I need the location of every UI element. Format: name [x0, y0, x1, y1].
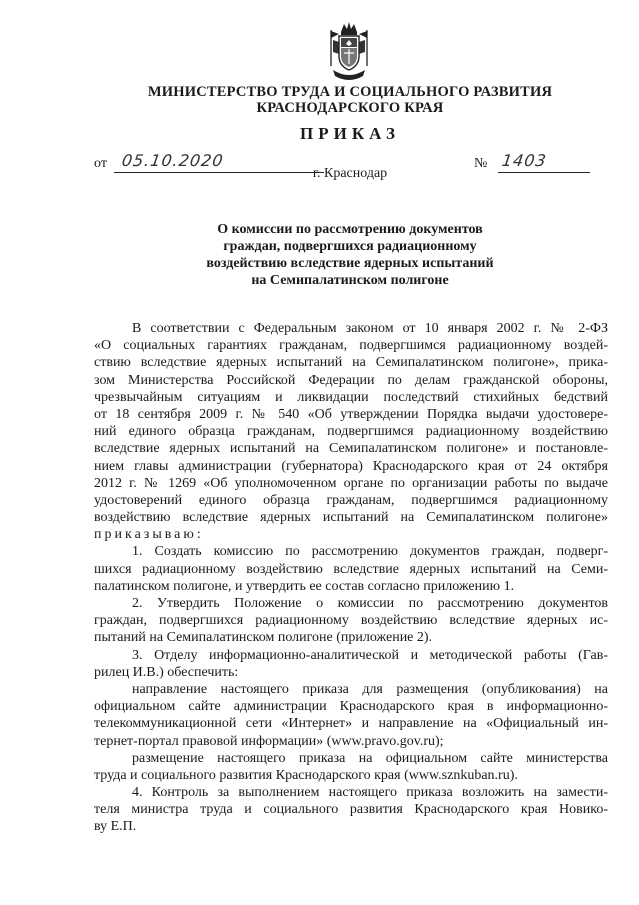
- body-line: чрезвычайным ситуациям и ликвидации последствий стихийных бедствий: [94, 389, 608, 405]
- body-line: рилец И.В.) обеспечить:: [94, 664, 239, 680]
- body-line: 3. Отделу информационно-аналитической и методической работы (Гав-: [132, 647, 608, 663]
- body-line: ву Е.П.: [94, 819, 137, 835]
- order-number: 1403: [500, 151, 549, 170]
- document-body: [94, 320, 608, 836]
- body-line: тернет-портал правовой информации» (www.pravo.gov.ru);: [94, 733, 444, 749]
- title-line: воздействию вследствие ядерных испытаний: [206, 256, 494, 271]
- body-line: 4. Контроль за выполнением настоящего приказа возложить на замести-: [132, 785, 608, 801]
- body-line: 2. Утвердить Положение о комиссии по рассмотрению документов: [132, 596, 608, 611]
- body-line: воздействию вследствие ядерных испытаний на Семипалатинском полигоне»: [94, 510, 608, 526]
- city: г. Краснодар: [312, 166, 388, 181]
- body-line: зом Министерства Российской Федерации по делам гражданской обороны,: [94, 372, 608, 388]
- body-line: ний единого образца гражданам, подвергшимся радиационному воздействию: [94, 424, 608, 440]
- body-line-order-word: приказываю:: [94, 527, 204, 543]
- body-line: труда и социального развития Краснодарского края (www.sznkuban.ru).: [94, 767, 518, 783]
- body-line: В соответствии с Федеральным законом от 10 января 2002 г. № 2-ФЗ: [132, 321, 608, 336]
- body-line: телекоммуникационной сети «Интернет» и направление на «Официальный ин-: [94, 716, 608, 732]
- body-line: шихся радиационному воздействию вследствие ядерных испытаний на Семи-: [94, 561, 608, 577]
- body-line: 1. Создать комиссию по рассмотрению документов граждан, подверг-: [132, 544, 608, 560]
- date-prefix: от: [94, 156, 107, 171]
- title-line: граждан, подвергшихся радиационному: [223, 239, 477, 254]
- order-date: 05.10.2020: [120, 151, 225, 170]
- body-line: ствию вследствие ядерных испытаний на Семипалатинском полигоне», прика-: [94, 355, 608, 371]
- body-line: нием главы администрации (губернатора) Краснодарского края от 24 октября: [94, 458, 608, 474]
- body-line: пытаний на Семипалатинском полигоне (приложение 2).: [94, 630, 433, 646]
- body-line: официальном сайте администрации Краснодарского края в информационно-: [94, 699, 608, 715]
- ministry-name-line1: МИНИСТЕРСТВО ТРУДА И СОЦИАЛЬНОГО РАЗВИТИЯ: [147, 84, 553, 100]
- coat-of-arms-icon: [327, 20, 371, 84]
- body-line: 2012 г. № 1269 «Об уполномоченном органе по организации работы по выдаче: [94, 475, 608, 491]
- body-line: граждан, подвергшихся радиационному воздействию вследствие ядерных ис-: [94, 613, 608, 629]
- body-line: теля министра труда и социального развития Краснодарского края Новико-: [94, 802, 608, 818]
- body-line: удостоверений единого образца гражданам, подвергшимся радиационному: [94, 492, 608, 508]
- body-line: «О социальных гарантиях гражданам, подвергшимся радиационному воздей-: [94, 338, 608, 354]
- document-title: [150, 221, 550, 289]
- title-line: на Семипалатинском полигоне: [251, 273, 449, 288]
- order-title: ПРИКАЗ: [300, 124, 400, 143]
- body-line: направление настоящего приказа для размещения (опубликования) на: [132, 681, 608, 697]
- body-line: размещение настоящего приказа на официальном сайте министерства: [132, 750, 608, 766]
- title-line: О комиссии по рассмотрению документов: [217, 222, 483, 237]
- ministry-name-line2: КРАСНОДАРСКОГО КРАЯ: [256, 100, 444, 116]
- body-line: вследствие ядерных испытаний на Семипалатинском полигоне» и постановле-: [94, 441, 608, 457]
- number-prefix: №: [474, 156, 488, 171]
- body-line: палатинском полигоне, и утвердить ее состав согласно приложению 1.: [94, 578, 515, 594]
- body-line: от 18 сентября 2009 г. № 540 «Об утверждении Порядка выдачи удостовере-: [94, 406, 608, 422]
